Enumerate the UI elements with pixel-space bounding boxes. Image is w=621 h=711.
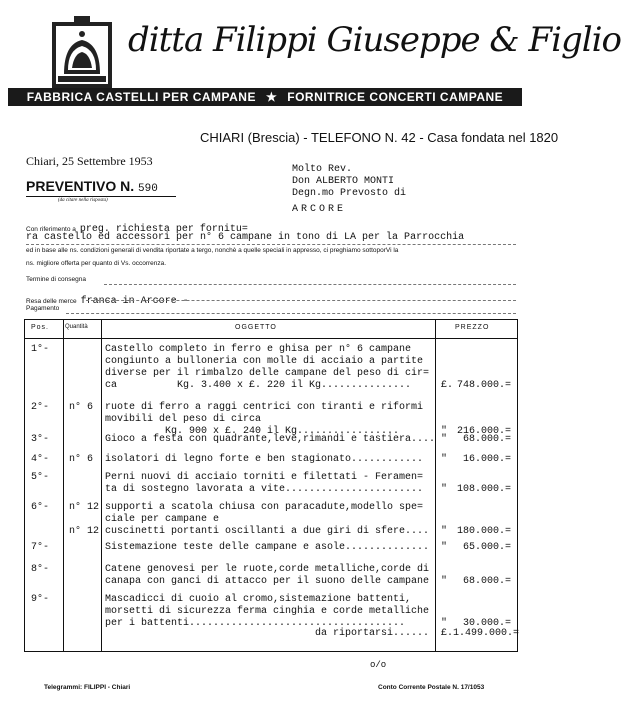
- col-header-qty: Quantità: [65, 324, 88, 330]
- row-description: Castello completo in ferro e ghisa per n° 6 campane congiunto a bulloneria con molle di acciaio a partite diverse per il rimbalzo delle campane del peso di cir= ca Kg. 3.400 x £. 220 il Kg...............: [105, 344, 430, 391]
- row-price: 108.000.=: [456, 484, 511, 495]
- row-position: 5°-: [31, 472, 50, 483]
- row-description: Catene genovesi per le ruote,corde metalliche,corde di canapa con ganci di attacco per il suono delle campane: [105, 564, 430, 587]
- row-description: Perni nuovi di acciaio torniti e filettati - Feramen= ta di sostegno lavorata a vite.......................: [105, 472, 424, 495]
- row-currency: ": [441, 426, 448, 437]
- document-number: 590: [138, 183, 158, 195]
- banner-separator-icon: ★: [265, 90, 278, 104]
- row-currency: ": [441, 526, 448, 537]
- banner-right: FORNITRICE CONCERTI CAMPANE: [287, 90, 504, 104]
- row-description: Mascadicci di cuoio al cromo,sistemazione battenti, morsetti di sicurezza ferma cinghia e corde metalliche per i battenti....................................: [105, 594, 430, 629]
- col-divider: [63, 320, 64, 651]
- row-position: 3°-: [31, 434, 50, 445]
- resa-value: franca in Arcore -: [80, 296, 189, 307]
- row-description: Gioco a festa con quadrante,leve,rimandi e tastiera....: [105, 434, 436, 445]
- row-price: 30.000.=: [462, 618, 511, 629]
- row-description: Sistemazione teste delle campane e asole..............: [105, 542, 430, 553]
- row-currency: ": [441, 484, 448, 495]
- intro-prefix: Con riferimento a: [26, 226, 76, 233]
- recipient-block: [292, 164, 406, 216]
- col-divider: [101, 320, 102, 651]
- resa-label: Resa delle merce: [26, 298, 77, 305]
- row-price: 748.000.=: [456, 380, 511, 391]
- document-date: Chiari, 25 Settembre 1953: [26, 154, 153, 168]
- intro-rule: [26, 244, 516, 245]
- row-currency: ": [441, 618, 448, 629]
- payment-rule: [66, 313, 516, 314]
- bell-tower-logo: [44, 14, 120, 96]
- intro-small-2: ns. migliore offerta per quanto di Vs. occorrenza.: [26, 260, 167, 267]
- row-price: 68.000.=: [462, 434, 511, 445]
- row-price: 68.000.=: [462, 576, 511, 587]
- terms-label: Termine di consegna: [26, 276, 86, 283]
- recipient-line2: Don ALBERTO MONTI: [292, 176, 395, 187]
- carry-total: 1.499.000.=: [453, 628, 520, 639]
- items-table: [24, 319, 518, 652]
- page-marker: o/o: [370, 660, 387, 670]
- row-price: 216.000.=: [456, 426, 511, 437]
- postal-account: Conto Corrente Postale N. 17/1053: [378, 684, 485, 691]
- recipient-city: ARCORE: [292, 204, 347, 215]
- document-title: [26, 178, 158, 195]
- recipient-line1: Molto Rev.: [292, 164, 353, 175]
- row-quantity: n° 6: [69, 402, 94, 413]
- payment-label: Pagamento: [26, 305, 60, 312]
- row-description: supporti a scatola chiusa con paracadute,modello spe= ciale per campane e cuscinetti portanti oscillanti a due giri di sfere....: [105, 502, 430, 537]
- row-currency: £.: [441, 380, 454, 391]
- recipient-line3: Degn.mo Prevosto di: [292, 188, 407, 199]
- row-position: 6°-: [31, 502, 50, 513]
- carry-currency: £.: [441, 628, 454, 639]
- col-header-price: PREZZO: [455, 324, 490, 331]
- row-currency: ": [441, 576, 448, 587]
- row-currency: ": [441, 542, 448, 553]
- row-price: 65.000.=: [462, 542, 511, 553]
- company-banner: [8, 88, 522, 106]
- intro-small-1: ed in base alle ns. condizioni generali di vendita riportate a tergo, nonchè a quelle speciali in appresso, ci preghiamo sottoporVi la: [26, 247, 399, 254]
- number-note: (da citare nella risposta): [58, 198, 108, 203]
- carry-label: da riportarsi......: [315, 628, 430, 639]
- row-position: 9°-: [31, 594, 50, 605]
- row-description: isolatori di legno forte e ben stagionato............: [105, 454, 424, 465]
- intro-text-2: ra castello ed accessori per n° 6 campane in tono di LA per la Parrocchia: [26, 232, 465, 243]
- row-position: 4°-: [31, 454, 50, 465]
- row-price: 180.000.=: [456, 526, 511, 537]
- row-position: 8°-: [31, 564, 50, 575]
- row-currency: ": [441, 454, 448, 465]
- banner-left: FABBRICA CASTELLI PER CAMPANE: [26, 90, 256, 104]
- row-price: 16.000.=: [462, 454, 511, 465]
- col-header-pos: Pos.: [31, 324, 50, 331]
- row-position: 1°-: [31, 344, 50, 355]
- col-header-object: OGGETTO: [235, 324, 277, 331]
- company-name: ditta Filippi Giuseppe & Figlio: [128, 20, 621, 60]
- title-underline: [26, 196, 176, 197]
- header-divider: [25, 338, 517, 339]
- telegram-address: Telegrammi: FILIPPI - Chiari: [44, 684, 131, 691]
- row-quantity: n° 6: [69, 454, 94, 465]
- row-position: 7°-: [31, 542, 50, 553]
- terms-rule: [104, 284, 516, 285]
- row-description: ruote di ferro a raggi centrici con tiranti e riformi movibili del peso di circa Kg. 900 x £. 240 il Kg.................: [105, 402, 424, 437]
- row-quantity: n° 12 n° 12: [69, 502, 100, 537]
- resa-rule: [86, 300, 516, 301]
- row-currency: ": [441, 434, 448, 445]
- title-label: PREVENTIVO N.: [26, 178, 135, 194]
- contact-line: CHIARI (Brescia) - TELEFONO N. 42 - Casa fondata nel 1820: [200, 130, 559, 145]
- row-position: 2°-: [31, 402, 50, 413]
- intro-text-1: preg. richiesta per fornitu=: [79, 224, 248, 235]
